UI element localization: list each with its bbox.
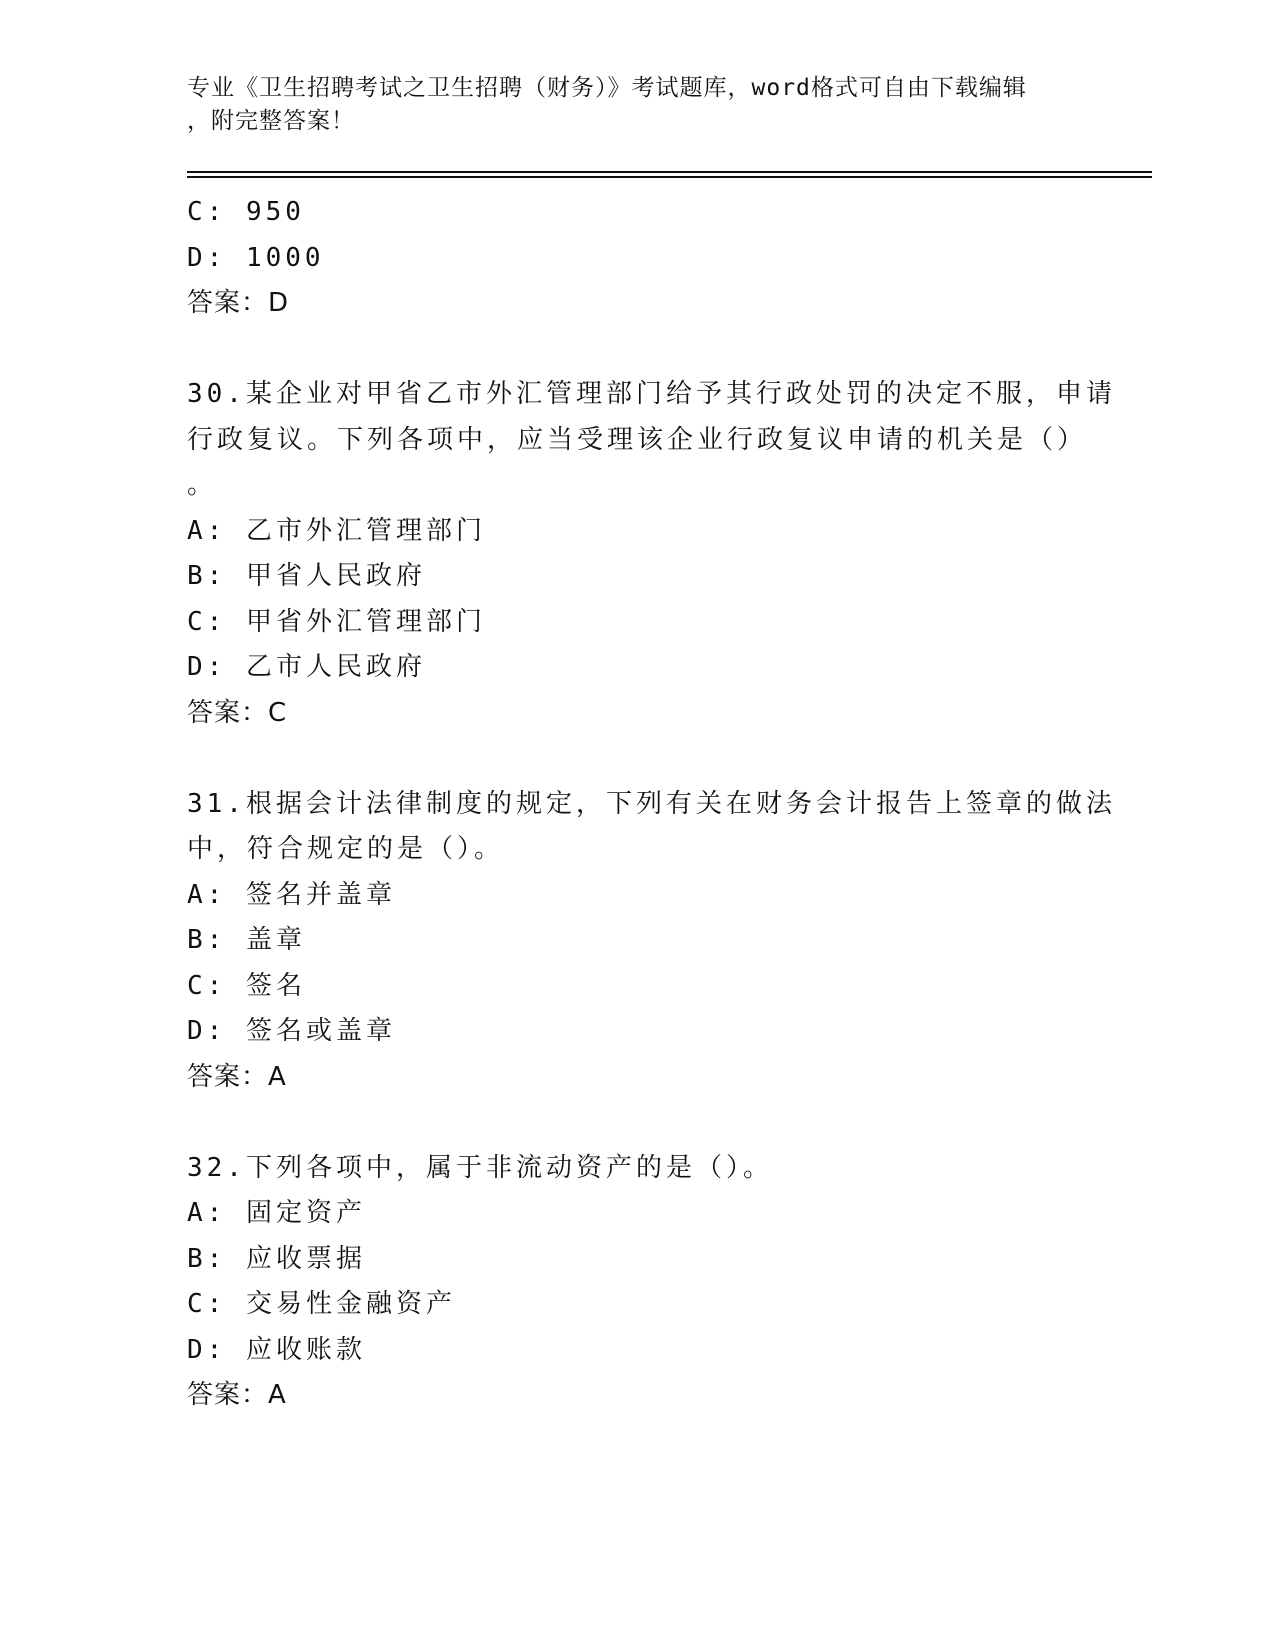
option-d: D: 1000 [187, 242, 325, 273]
question-stem: 中，符合规定的是（）。 [187, 834, 505, 864]
answer: 答案：C [187, 697, 288, 728]
option-d: D: 应收账款 [187, 1334, 366, 1365]
option-b: B: 甲省人民政府 [187, 561, 426, 591]
header-rule-bottom [187, 176, 1152, 178]
header-line-1: 专业《卫生招聘考试之卫生招聘（财务）》考试题库，word格式可自由下载编辑 [187, 75, 1027, 101]
answer: 答案：A [187, 1380, 287, 1410]
question-32 [187, 1146, 1087, 1419]
question-29 [187, 190, 1087, 327]
answer: 答案：D [187, 288, 290, 318]
spacer [187, 327, 1087, 373]
option-b: B: 盖章 [187, 925, 306, 955]
option-a: A: 乙市外汇管理部门 [187, 515, 486, 546]
option-a: A: 签名并盖章 [187, 879, 396, 910]
header-rule-top [187, 171, 1152, 173]
option-c: C: 950 [187, 197, 305, 227]
spacer [187, 1100, 1087, 1146]
question-stem: 30.某企业对甲省乙市外汇管理部门给予其行政处罚的决定不服，申请 [187, 379, 1116, 409]
question-stem: 32.下列各项中，属于非流动资产的是（）。 [187, 1152, 773, 1183]
header-line-2: ，附完整答案！ [187, 108, 355, 134]
option-b: B: 应收票据 [187, 1243, 366, 1274]
option-c: C: 甲省外汇管理部门 [187, 606, 486, 637]
question-stem: 行政复议。下列各项中，应当受理该企业行政复议申请的机关是（） [187, 424, 1088, 455]
question-30 [187, 372, 1116, 736]
answer: 答案：A [187, 1061, 287, 1092]
question-stem: 31.根据会计法律制度的规定，下列有关在财务会计报告上签章的做法 [187, 788, 1116, 819]
question-stem: 。 [187, 470, 218, 500]
option-d: D: 签名或盖章 [187, 1016, 396, 1046]
question-31 [187, 782, 1116, 1101]
option-d: D: 乙市人民政府 [187, 652, 426, 682]
option-c: C: 交易性金融资产 [187, 1289, 456, 1319]
spacer [187, 736, 1087, 782]
document-header [187, 72, 1067, 138]
option-a: A: 固定资产 [187, 1198, 366, 1228]
option-c: C: 签名 [187, 970, 306, 1001]
question-list [187, 190, 1116, 1419]
